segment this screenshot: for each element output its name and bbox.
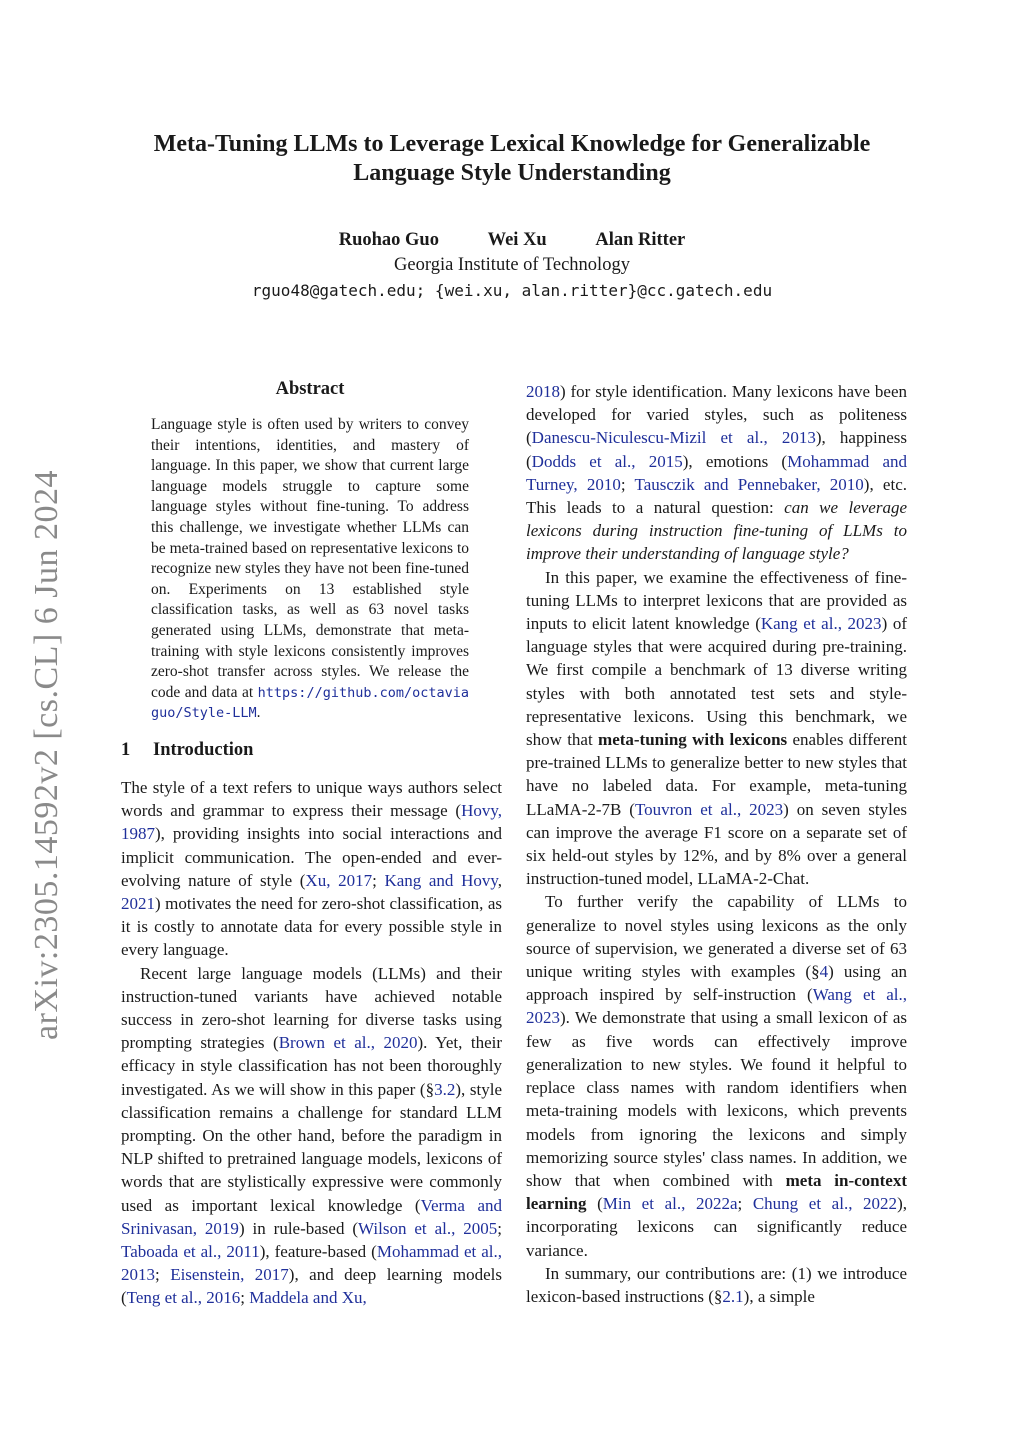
text: ), etc. This leads to a natural question: [526, 474, 907, 518]
paragraph [526, 1262, 907, 1308]
text: ; [620, 474, 635, 494]
citation-link[interactable]: Kang and Hovy [384, 870, 498, 890]
text: ), emotions ( [682, 451, 788, 471]
citation-link[interactable]: 2.1 [722, 1286, 744, 1306]
citation-link[interactable]: Maddela and Xu, [249, 1288, 367, 1308]
text: ; [497, 1218, 502, 1238]
text: ) motivates the need for zero-shot classification, as it is costly to annotate data for every possible style in every language. [121, 894, 502, 960]
citation-link[interactable]: Teng et al., 2016 [126, 1288, 241, 1308]
abstract-heading: Abstract [275, 379, 345, 399]
author: Wei Xu [487, 230, 547, 250]
paragraph [526, 566, 907, 891]
text: ), happiness ( [526, 428, 907, 471]
author: Alan Ritter [595, 230, 686, 250]
text: enables different pre-trained LLMs to generalize better to new styles that have no labeled data. For example, meta-tuning LLaMA-2-7B ( [526, 730, 907, 819]
text: ), a simple [743, 1286, 815, 1306]
text: ), and deep learning models ( [121, 1265, 502, 1308]
citation-link[interactable]: Min et al., 2022a [602, 1194, 738, 1214]
citation-link[interactable]: 3.2 [434, 1079, 456, 1099]
text: The style of a text refers to unique ways authors select words and grammar to express their message ( [121, 778, 502, 821]
text: ) using an approach inspired by self-instruction ( [526, 962, 908, 1005]
citation-link[interactable]: Chung et al., 2022 [752, 1194, 898, 1214]
abstract-end: . [256, 704, 261, 722]
text: ) for style identification. Many lexicons have been developed for varied styles, such as politeness ( [526, 382, 907, 448]
citation-link[interactable]: Brown et al., 2020 [278, 1033, 418, 1053]
citation-link[interactable]: Eisenstein, 2017 [170, 1265, 289, 1285]
text: ) on seven styles can improve the average F1 score on a separate set of six held-out styles by 12%, and by 8% over a general instruction-tuned model, LLaMA-2-Chat. [526, 799, 907, 889]
title-line-2: Language Style Understanding [353, 160, 671, 186]
citation-link[interactable]: Wang et al., 2023 [526, 985, 907, 1028]
text: ). Yet, their efficacy in style classification has not been thoroughly investigated. As we will show in this paper (§ [121, 1033, 502, 1099]
paper-title [100, 130, 924, 188]
citation-link[interactable]: 4 [819, 962, 829, 982]
text: ), providing insights into social interactions and implicit communication. The open-ended and ever-evolving nature of style ( [121, 824, 502, 890]
abstract-text: Language style is often used by writers to convey their intentions, identities, and mastery of language. In this paper, we show that current large language models struggle to capture some language styles without fine-tuning. To address this challenge, we investigate whether LLMs can be meta-trained based on representative lexicons to recognize new styles they have not been fine-tuned on. Experiments on 13 established style classification tasks, as well as 63 novel tasks generated using LLMs, demonstrate that meta-training with style lexicons consistently improves zero-shot transfer across styles. We release the code and data at [151, 416, 469, 701]
text: In summary, our contributions are: (1) we introduce lexicon-based instructions (§ [526, 1263, 907, 1306]
paragraph [121, 776, 502, 962]
bold-phrase: meta in-context learning [526, 1170, 908, 1214]
citation-link[interactable]: 2021 [121, 894, 155, 914]
section-title: Introduction [153, 740, 254, 760]
text: , [497, 870, 502, 890]
author: Ruohao Guo [338, 230, 439, 250]
text: ( [586, 1194, 603, 1214]
text: ; [155, 1265, 171, 1285]
paragraph [121, 962, 502, 1310]
citation-link[interactable]: Xu, 2017 [305, 870, 373, 890]
citation-link[interactable]: Touvron et al., 2023 [634, 799, 784, 819]
left-column [121, 776, 502, 1310]
citation-link[interactable]: Mohammad and Turney, 2010 [526, 451, 908, 494]
section-number: 1 [121, 740, 131, 760]
research-question: can we leverage lexicons during instruction fine-tuning of LLMs to improve their understanding of language style? [526, 498, 908, 564]
citation-link[interactable]: Taboada et al., 2011 [121, 1242, 260, 1262]
citation-link[interactable]: Mohammad et al., 2013 [121, 1242, 502, 1285]
text: In this paper, we examine the effectiveness of fine-tuning LLMs to interpret lexicons that are provided as inputs to elicit latent knowledge ( [526, 567, 907, 634]
author-emails: rguo48@gatech.edu; {wei.xu, alan.ritter}@cc.gatech.edu [251, 281, 773, 300]
citation-link[interactable]: Verma and Srinivasan, 2019 [121, 1195, 502, 1238]
affiliation: Georgia Institute of Technology [394, 255, 630, 275]
arxiv-stamp: arXiv:2305.14592v2 [cs.CL] 6 Jun 2024 [28, 469, 65, 1040]
text: ; [240, 1288, 250, 1308]
text: ) of language styles that were acquired during pre-training. We first compile a benchmark of 13 diverse writing styles with both annotated test sets and style-representative lexicons. Using this benchmark, we show that [526, 614, 907, 750]
code-link[interactable]: https://github.com/octaviaguo/Style-LLM [151, 684, 469, 722]
text: ) in rule-based ( [238, 1218, 359, 1238]
title-line-1: Meta-Tuning LLMs to Leverage Lexical Knowledge for Generalizable [153, 131, 871, 157]
abstract-body [151, 415, 469, 724]
paragraph [526, 890, 907, 1261]
text: ), feature-based ( [259, 1242, 377, 1262]
text: ), style classification remains a challenge for standard LLM prompting. On the other hand, before the paradigm in NLP shifted to pretrained language models, lexicons of words that are stylistically expressive were commonly used as important lexical knowledge ( [121, 1079, 502, 1215]
bold-phrase: meta-tuning with lexicons [598, 730, 788, 750]
text: To further verify the capability of LLMs to generalize to novel styles using lexicons as the only source of supervision, we generated a diverse set of 63 unique writing styles with examples (§ [526, 892, 907, 982]
text: Recent large language models (LLMs) and their instruction-tuned variants have achieved notable success in zero-shot learning for diverse tasks using prompting strategies ( [121, 963, 502, 1053]
text: ). We demonstrate that using a small lexicon of as few as five words can effectively improve generalization to new styles. We found it helpful to replace class names with random identifiers when meta-training models with lexicons, which prevents models from ignoring the lexicons and simply memorizing source styles' class names. In addition, we show that when combined with [526, 1008, 907, 1190]
text: ), incorporating lexicons can significantly reduce variance. [526, 1194, 907, 1260]
citation-link[interactable]: 2018 [526, 382, 560, 401]
author-list [100, 230, 924, 251]
citation-link[interactable]: Dodds et al., 2015 [531, 451, 683, 471]
text: ; [372, 870, 385, 890]
citation-link[interactable]: Danescu-Niculescu-Mizil et al., 2013 [531, 428, 816, 448]
citation-link[interactable]: Tausczik and Pennebaker, 2010 [634, 474, 864, 494]
citation-link[interactable]: Wilson et al., 2005 [358, 1218, 498, 1238]
text: ; [737, 1194, 753, 1214]
paragraph [526, 380, 907, 566]
right-column [526, 380, 907, 1308]
citation-link[interactable]: Hovy, 1987 [121, 801, 502, 844]
citation-link[interactable]: Kang et al., 2023 [760, 614, 882, 634]
section-heading-introduction [121, 740, 501, 761]
